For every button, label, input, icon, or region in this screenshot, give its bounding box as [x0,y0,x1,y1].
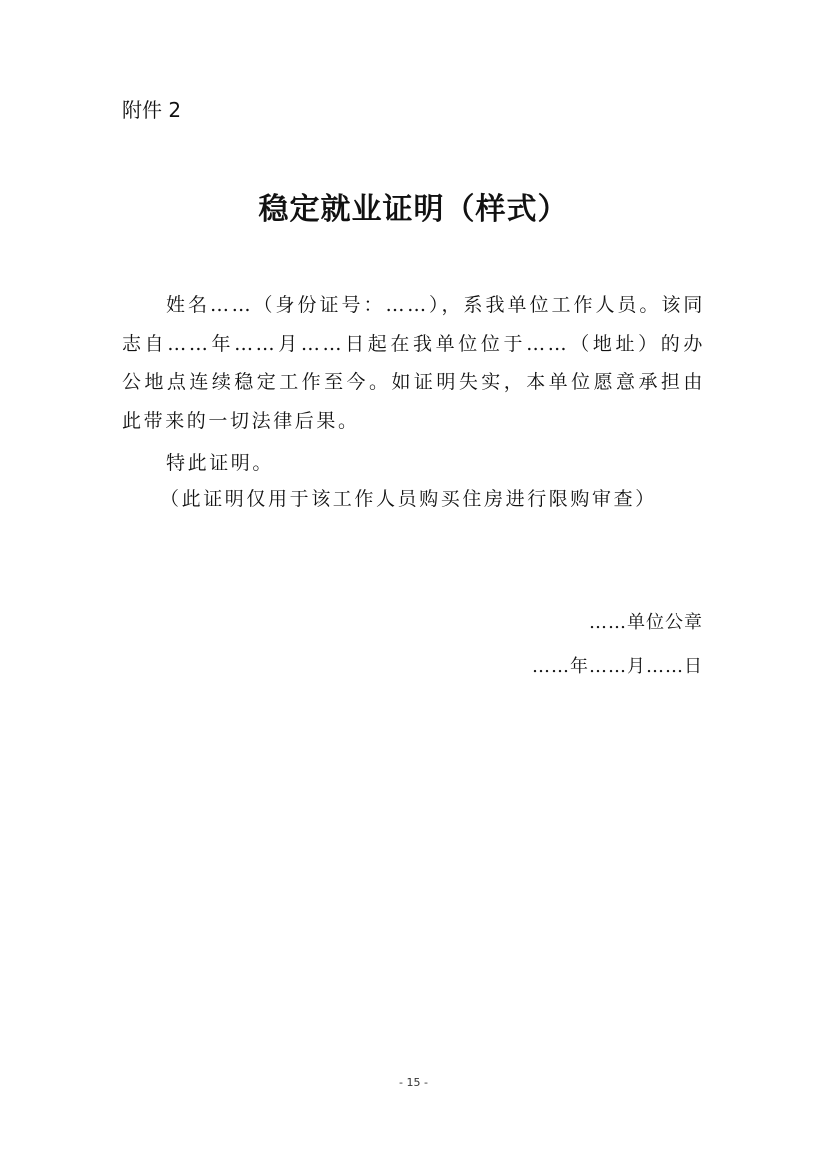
page-number: - 15 - [399,1076,428,1089]
document-title: 稳定就业证明（样式） [258,192,569,227]
date-line: ……年……月……日 [532,656,703,677]
attachment-label: 附件 2 [122,98,182,122]
usage-note: （此证明仅用于该工作人员购买住房进行限购审查） [160,488,657,510]
seal-line: ……单位公章 [589,612,703,633]
certify-statement: 特此证明。 [166,452,275,474]
body-paragraph: 姓名……（身份证号：……），系我单位工作人员。该同志自……年……月……日起在我单位位于……（地址）的办公地点连续稳定工作至今。如证明失实，本单位愿意承担由此带来的一切法律后果。 [122,294,705,432]
